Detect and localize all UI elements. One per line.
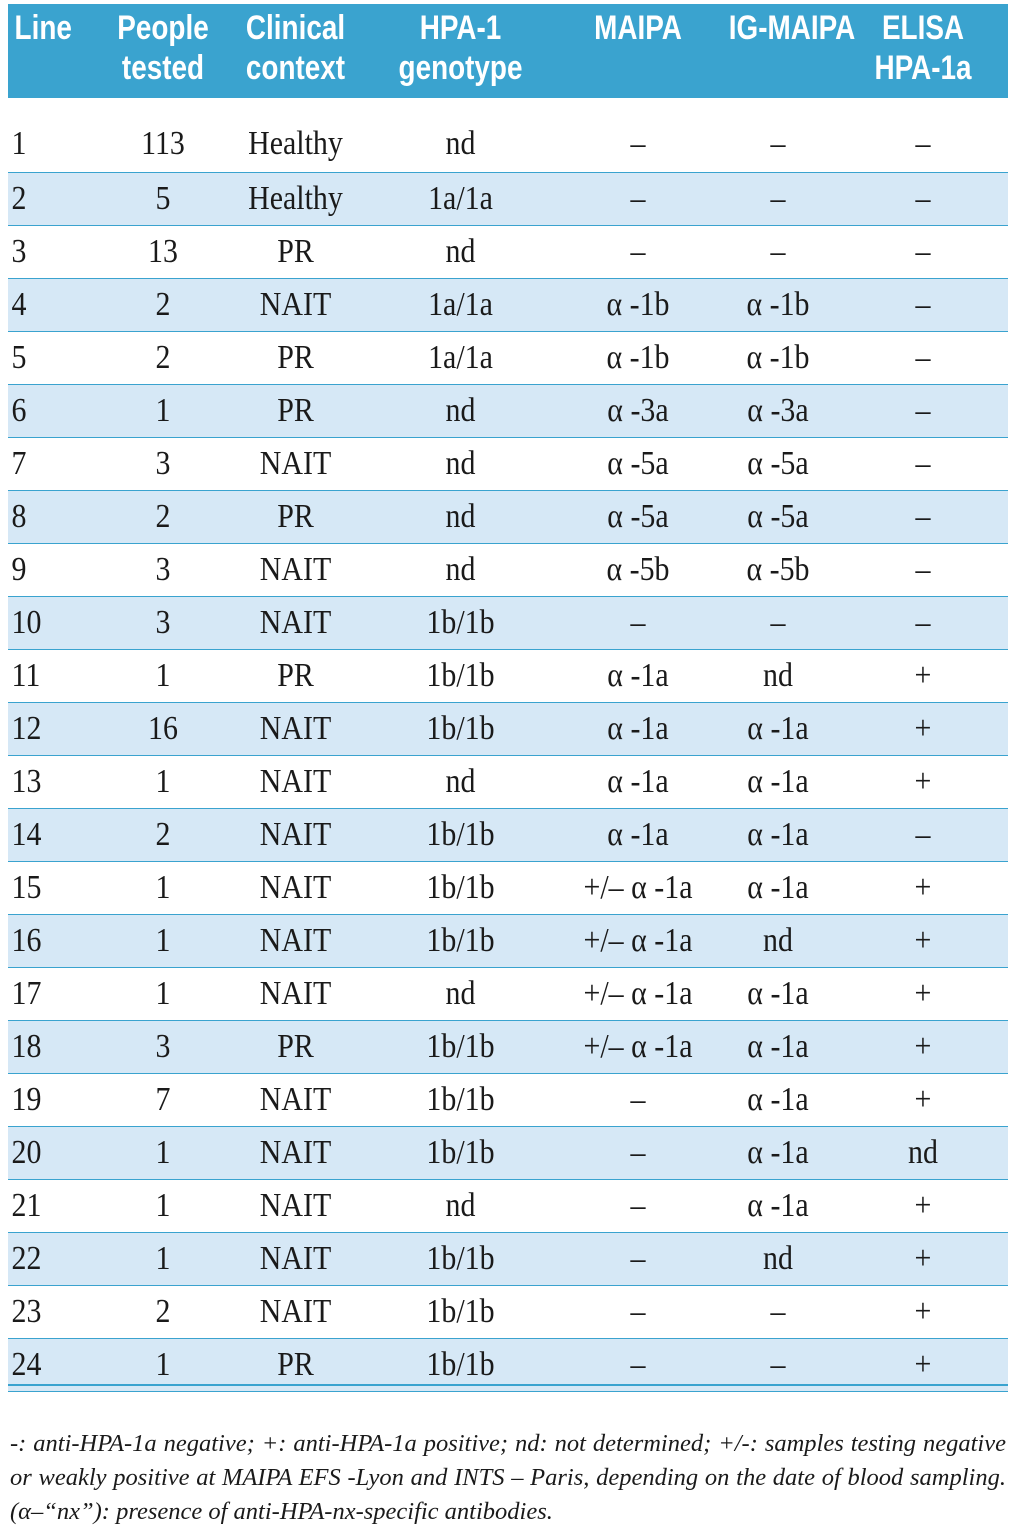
- cell-elisa-hpa1a: +: [914, 656, 932, 694]
- cell-line: 1: [11, 124, 27, 162]
- table-row: [8, 649, 1008, 702]
- cell-people-tested: 1: [155, 1133, 171, 1171]
- cell-hpa1-genotype: nd: [445, 497, 476, 535]
- cell-maipa: –: [630, 179, 646, 217]
- cell-line: 12: [11, 709, 42, 747]
- cell-hpa1-genotype: 1b/1b: [426, 1133, 495, 1171]
- cell-maipa: –: [630, 1292, 646, 1330]
- table-row: [8, 225, 1008, 278]
- cell-maipa: –: [630, 124, 646, 162]
- cell-ig-maipa: α -3a: [747, 391, 809, 429]
- cell-people-tested: 5: [155, 179, 171, 217]
- cell-maipa: α -1a: [607, 656, 669, 694]
- cell-hpa1-genotype: 1b/1b: [426, 656, 495, 694]
- cell-clinical-context: NAIT: [259, 1186, 332, 1224]
- table-row: [8, 1179, 1008, 1232]
- cell-people-tested: 7: [155, 1080, 171, 1118]
- cell-hpa1-genotype: 1b/1b: [426, 868, 495, 906]
- cell-elisa-hpa1a: –: [915, 603, 931, 641]
- cell-hpa1-genotype: 1a/1a: [428, 338, 493, 376]
- table-row: [8, 490, 1008, 543]
- table-row: [8, 172, 1008, 225]
- cell-ig-maipa: –: [770, 1345, 786, 1383]
- cell-people-tested: 2: [155, 815, 171, 853]
- cell-hpa1-genotype: 1b/1b: [426, 1292, 495, 1330]
- cell-line: 2: [11, 179, 27, 217]
- cell-hpa1-genotype: 1b/1b: [426, 815, 495, 853]
- header-clinical-context: [240, 4, 351, 98]
- cell-ig-maipa: α -1b: [746, 338, 810, 376]
- table-row: [8, 702, 1008, 755]
- cell-elisa-hpa1a: –: [915, 815, 931, 853]
- cell-line: 17: [11, 974, 42, 1012]
- cell-ig-maipa: α -1a: [747, 762, 809, 800]
- cell-ig-maipa: nd: [763, 656, 793, 694]
- cell-elisa-hpa1a: +: [914, 1345, 932, 1383]
- cell-clinical-context: NAIT: [259, 550, 332, 588]
- cell-line: 15: [11, 868, 42, 906]
- cell-clinical-context: NAIT: [259, 285, 332, 323]
- cell-maipa: –: [630, 603, 646, 641]
- header-people-tested-l2: tested: [121, 49, 205, 87]
- cell-clinical-context: NAIT: [259, 444, 332, 482]
- cell-clinical-context: NAIT: [259, 974, 332, 1012]
- cell-maipa: –: [630, 1186, 646, 1224]
- cell-elisa-hpa1a: –: [915, 338, 931, 376]
- cell-maipa: α -3a: [607, 391, 669, 429]
- cell-line: 22: [11, 1239, 42, 1277]
- cell-ig-maipa: nd: [763, 921, 793, 959]
- cell-hpa1-genotype: 1b/1b: [426, 921, 495, 959]
- table-bottom-rule: [8, 1384, 1008, 1386]
- table-row: [8, 967, 1008, 1020]
- header-clinical-context-l1: Clinical: [245, 9, 346, 47]
- cell-hpa1-genotype: nd: [445, 1186, 476, 1224]
- cell-clinical-context: NAIT: [259, 868, 332, 906]
- cell-clinical-context: NAIT: [259, 603, 332, 641]
- table-row: [8, 1285, 1008, 1338]
- cell-elisa-hpa1a: +: [914, 1239, 932, 1277]
- cell-elisa-hpa1a: +: [914, 1027, 932, 1065]
- cell-clinical-context: PR: [277, 391, 314, 429]
- table-footnote: -: anti-HPA-1a negative; +: anti-HPA-1a positive; nd: not determined; +/-: samples testing negative or weakly positive at MAIPA EFS -Lyon and INTS – Paris, depending on the date of blood sampling. (α–“nx”): presence of anti-HPA-nx-specific antibodies.: [10, 1429, 1006, 1525]
- cell-people-tested: 2: [155, 1292, 171, 1330]
- cell-ig-maipa: α -1a: [747, 974, 809, 1012]
- cell-line: 18: [11, 1027, 42, 1065]
- table-row: [8, 384, 1008, 437]
- cell-line: 3: [11, 232, 27, 270]
- cell-ig-maipa: α -5a: [747, 444, 809, 482]
- cell-people-tested: 1: [155, 921, 171, 959]
- cell-line: 21: [11, 1186, 42, 1224]
- table-row: [8, 808, 1008, 861]
- header-elisa-hpa1a-l1: ELISA: [881, 9, 965, 47]
- cell-elisa-hpa1a: –: [915, 444, 931, 482]
- cell-maipa: –: [630, 1133, 646, 1171]
- cell-elisa-hpa1a: +: [914, 974, 932, 1012]
- cell-hpa1-genotype: 1b/1b: [426, 709, 495, 747]
- cell-people-tested: 3: [155, 1027, 171, 1065]
- table-row: [8, 543, 1008, 596]
- cell-line: 4: [11, 285, 27, 323]
- cell-line: 19: [11, 1080, 42, 1118]
- cell-people-tested: 13: [148, 232, 178, 270]
- cell-elisa-hpa1a: +: [914, 1080, 932, 1118]
- results-table: [8, 4, 1008, 1392]
- cell-people-tested: 1: [155, 762, 171, 800]
- cell-maipa: α -5a: [607, 497, 669, 535]
- cell-hpa1-genotype: nd: [445, 232, 476, 270]
- cell-ig-maipa: nd: [763, 1239, 793, 1277]
- table-row: [8, 914, 1008, 967]
- cell-people-tested: 3: [155, 444, 171, 482]
- table-row: [8, 755, 1008, 808]
- header-ig-maipa: [728, 4, 856, 98]
- cell-ig-maipa: α -1a: [747, 1027, 809, 1065]
- cell-ig-maipa: –: [770, 603, 786, 641]
- cell-hpa1-genotype: nd: [445, 762, 476, 800]
- cell-hpa1-genotype: 1a/1a: [428, 179, 493, 217]
- header-elisa-hpa1a: [853, 4, 992, 98]
- cell-clinical-context: PR: [277, 338, 314, 376]
- cell-elisa-hpa1a: +: [914, 921, 932, 959]
- cell-people-tested: 1: [155, 656, 171, 694]
- header-people-tested: [110, 4, 217, 98]
- cell-people-tested: 113: [141, 124, 185, 162]
- cell-people-tested: 16: [148, 709, 178, 747]
- cell-clinical-context: PR: [277, 1027, 314, 1065]
- cell-line: 13: [11, 762, 42, 800]
- table-row: [8, 861, 1008, 914]
- cell-people-tested: 1: [155, 868, 171, 906]
- cell-ig-maipa: α -1a: [747, 1186, 809, 1224]
- header-people-tested-l1: People: [117, 9, 209, 47]
- cell-elisa-hpa1a: –: [915, 497, 931, 535]
- header-clinical-context-l2: context: [245, 49, 346, 87]
- cell-maipa: –: [630, 1239, 646, 1277]
- results-table-container: [8, 4, 1008, 1392]
- table-row: [8, 278, 1008, 331]
- cell-line: 23: [11, 1292, 42, 1330]
- cell-ig-maipa: α -5b: [746, 550, 810, 588]
- header-hpa1-genotype-l2: genotype: [398, 49, 523, 87]
- cell-maipa: +/– α -1a: [583, 921, 693, 959]
- header-maipa: [572, 4, 703, 98]
- table-row: [8, 98, 1008, 172]
- cell-people-tested: 1: [155, 391, 171, 429]
- cell-maipa: α -1b: [606, 338, 670, 376]
- cell-clinical-context: PR: [277, 497, 314, 535]
- cell-ig-maipa: α -1a: [747, 1133, 809, 1171]
- header-hpa1-genotype: [381, 4, 541, 98]
- cell-people-tested: 1: [155, 1345, 171, 1383]
- table-row: [8, 331, 1008, 384]
- cell-line: 6: [11, 391, 27, 429]
- cell-hpa1-genotype: nd: [445, 550, 476, 588]
- cell-maipa: +/– α -1a: [583, 974, 693, 1012]
- cell-elisa-hpa1a: –: [915, 124, 931, 162]
- cell-hpa1-genotype: 1b/1b: [426, 1345, 495, 1383]
- cell-hpa1-genotype: nd: [445, 444, 476, 482]
- cell-maipa: α -5b: [606, 550, 670, 588]
- cell-ig-maipa: α -1a: [747, 709, 809, 747]
- cell-hpa1-genotype: 1a/1a: [428, 285, 493, 323]
- cell-line: 7: [11, 444, 27, 482]
- cell-hpa1-genotype: 1b/1b: [426, 1080, 495, 1118]
- table-row: [8, 1232, 1008, 1285]
- cell-ig-maipa: –: [770, 124, 786, 162]
- cell-ig-maipa: α -1b: [746, 285, 810, 323]
- cell-clinical-context: PR: [277, 1345, 314, 1383]
- header-maipa-l1: MAIPA: [594, 9, 682, 47]
- cell-maipa: α -1b: [606, 285, 670, 323]
- cell-people-tested: 3: [155, 550, 171, 588]
- cell-elisa-hpa1a: –: [915, 391, 931, 429]
- cell-hpa1-genotype: nd: [445, 974, 476, 1012]
- cell-line: 24: [11, 1345, 42, 1383]
- cell-people-tested: 3: [155, 603, 171, 641]
- cell-ig-maipa: α -1a: [747, 1080, 809, 1118]
- table-header: [8, 4, 1008, 98]
- cell-elisa-hpa1a: +: [914, 1292, 932, 1330]
- cell-line: 10: [11, 603, 42, 641]
- cell-ig-maipa: –: [770, 232, 786, 270]
- cell-clinical-context: NAIT: [259, 1080, 332, 1118]
- cell-elisa-hpa1a: –: [915, 285, 931, 323]
- cell-clinical-context: PR: [277, 232, 314, 270]
- cell-maipa: α -1a: [607, 762, 669, 800]
- cell-people-tested: 2: [155, 497, 171, 535]
- cell-hpa1-genotype: nd: [445, 391, 476, 429]
- cell-maipa: +/– α -1a: [583, 1027, 693, 1065]
- cell-clinical-context: NAIT: [259, 1292, 332, 1330]
- cell-hpa1-genotype: 1b/1b: [426, 603, 495, 641]
- cell-ig-maipa: –: [770, 1292, 786, 1330]
- cell-maipa: –: [630, 1345, 646, 1383]
- header-hpa1-genotype-l1: HPA-1: [419, 9, 502, 47]
- cell-maipa: α -5a: [607, 444, 669, 482]
- header-row: [8, 4, 1008, 98]
- cell-hpa1-genotype: 1b/1b: [426, 1027, 495, 1065]
- cell-maipa: –: [630, 1080, 646, 1118]
- cell-clinical-context: NAIT: [259, 762, 332, 800]
- cell-clinical-context: PR: [277, 656, 314, 694]
- cell-line: 9: [11, 550, 27, 588]
- cell-clinical-context: NAIT: [259, 1133, 332, 1171]
- header-line-l1: Line: [14, 9, 72, 47]
- cell-clinical-context: NAIT: [259, 709, 332, 747]
- header-ig-maipa-l1: IG-MAIPA: [728, 9, 856, 47]
- cell-elisa-hpa1a: +: [914, 762, 932, 800]
- table-row: [8, 1126, 1008, 1179]
- cell-elisa-hpa1a: +: [914, 868, 932, 906]
- cell-clinical-context: NAIT: [259, 1239, 332, 1277]
- cell-elisa-hpa1a: –: [915, 232, 931, 270]
- cell-elisa-hpa1a: +: [914, 1186, 932, 1224]
- table-row: [8, 596, 1008, 649]
- cell-line: 8: [11, 497, 27, 535]
- cell-line: 14: [11, 815, 42, 853]
- cell-ig-maipa: α -1a: [747, 868, 809, 906]
- cell-hpa1-genotype: 1b/1b: [426, 1239, 495, 1277]
- cell-maipa: –: [630, 232, 646, 270]
- cell-people-tested: 2: [155, 338, 171, 376]
- header-elisa-hpa1a-l2: HPA-1a: [874, 49, 972, 87]
- cell-ig-maipa: α -1a: [747, 815, 809, 853]
- cell-people-tested: 1: [155, 1239, 171, 1277]
- table-body: [8, 98, 1008, 1391]
- cell-people-tested: 1: [155, 1186, 171, 1224]
- cell-line: 20: [11, 1133, 42, 1171]
- cell-elisa-hpa1a: –: [915, 179, 931, 217]
- table-row: [8, 1073, 1008, 1126]
- cell-line: 11: [11, 656, 41, 694]
- cell-elisa-hpa1a: +: [914, 709, 932, 747]
- cell-maipa: +/– α -1a: [583, 868, 693, 906]
- cell-elisa-hpa1a: –: [915, 550, 931, 588]
- cell-people-tested: 2: [155, 285, 171, 323]
- cell-ig-maipa: –: [770, 179, 786, 217]
- cell-elisa-hpa1a: nd: [908, 1133, 938, 1171]
- cell-clinical-context: NAIT: [259, 921, 332, 959]
- cell-people-tested: 1: [155, 974, 171, 1012]
- header-line: [8, 4, 82, 98]
- cell-clinical-context: NAIT: [259, 815, 332, 853]
- cell-ig-maipa: α -5a: [747, 497, 809, 535]
- cell-maipa: α -1a: [607, 815, 669, 853]
- table-row: [8, 437, 1008, 490]
- cell-maipa: α -1a: [607, 709, 669, 747]
- cell-line: 16: [11, 921, 42, 959]
- cell-clinical-context: Healthy: [248, 179, 343, 217]
- cell-hpa1-genotype: nd: [445, 124, 476, 162]
- cell-line: 5: [11, 338, 27, 376]
- cell-clinical-context: Healthy: [248, 124, 343, 162]
- table-row: [8, 1020, 1008, 1073]
